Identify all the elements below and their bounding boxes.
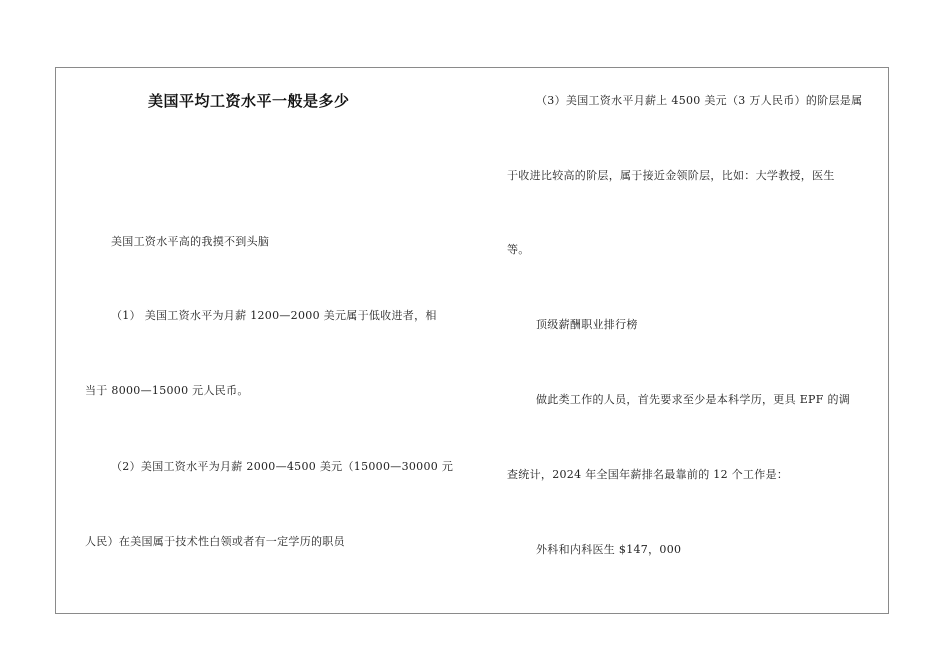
section-heading: 顶级薪酬职业排行榜: [536, 318, 638, 331]
document-title: 美国平均工资水平一般是多少: [148, 92, 350, 110]
document-page: [55, 67, 889, 614]
paragraph-line: （2）美国工资水平为月薪 2000—4500 美元（15000—30000 元: [111, 460, 454, 473]
paragraph-line: 做此类工作的人员，首先要求至少是本科学历，更具 EPF 的调: [536, 393, 851, 406]
paragraph-line: （3）美国工资水平月薪上 4500 美元（3 万人民币）的阶层是属: [536, 94, 863, 107]
list-item: 外科和内科医生 $147，000: [536, 543, 682, 556]
paragraph-line: 当于 8000—15000 元人民币。: [85, 384, 249, 397]
paragraph-line: 查统计，2024 年全国年薪排名最靠前的 12 个工作是：: [507, 468, 789, 481]
paragraph-line: 等。: [507, 243, 530, 256]
paragraph-line: 美国工资水平高的我摸不到头脑: [111, 235, 270, 248]
paragraph-line: 人民）在美国属于技术性白领或者有一定学历的职员: [85, 535, 345, 548]
paragraph-line: 于收进比较高的阶层，属于接近金领阶层，比如：大学教授，医生: [507, 169, 835, 182]
paragraph-line: （1） 美国工资水平为月薪 1200—2000 美元属于低收进者，相: [111, 309, 437, 322]
